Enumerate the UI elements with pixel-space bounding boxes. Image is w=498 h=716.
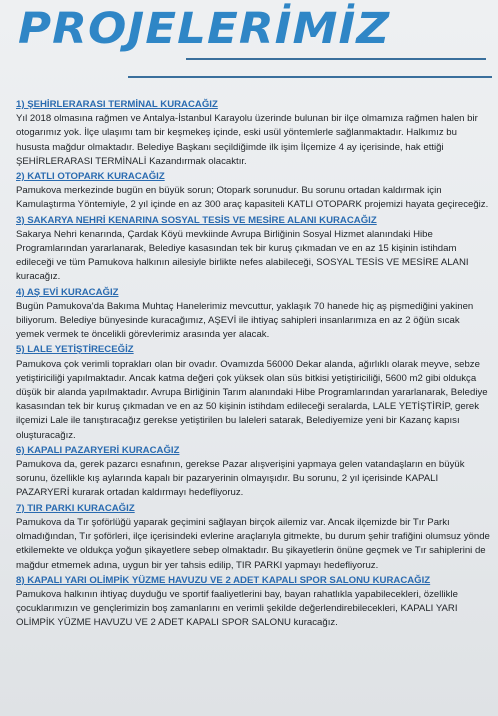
project-heading: 5) LALE YETİŞTİRECEĞİZ (16, 344, 134, 356)
project-section (16, 214, 490, 285)
project-description: Sakarya Nehri kenarında, Çardak Köyü mevkiinde Avrupa Birliğinin Sosyal Hizmet alanındaki Hibe Programlarından yararlanarak, Belediye kasasından tek bir kuruş çıkmadan ve en az 15 kişinin istihdam edileceği ve tüm Pamukova halkının ailesiyle birlikte nefes alabileceği, SOSYAL TESİS VE MESİRE ALANI kuracağız. (16, 228, 469, 283)
project-list (16, 98, 490, 632)
project-section (16, 286, 490, 343)
project-heading: 6) KAPALI PAZARYERİ KURACAĞIZ (16, 444, 180, 456)
project-heading: 4) AŞ EVİ KURACAĞIZ (16, 286, 119, 298)
project-heading: 1) ŞEHİRLERARASI TERMİNAL KURACAĞIZ (16, 99, 218, 110)
divider-line (186, 58, 486, 60)
project-section (16, 574, 490, 631)
project-description: Pamukova merkezinde bugün en büyük sorun; Otopark sorunudur. Bu sorunu ortadan kaldırmak için Kamulaştırma Yöntemiyle, 2 yıl içinde en az 300 araç kapasiteli KATLI OTOPARK projemizi hayata geçireceğiz. (16, 185, 489, 211)
project-description: Yıl 2018 olmasına rağmen ve Antalya-İstanbul Karayolu üzerinde bulunan bir ilçe olmamıza rağmen halen bir otogarımız yok. İlçe ulaşımı tam bir keşmekeş içinde, eski usül yöntemlerle sağlanmaktadır. Halkımız bu hususta mağdur olmaktadır. Belediye Başkanı seçildiğimde ilk işim İlçemize 4 ay içerisinde, hak ettiği ŞEHİRLERARASI TERMİNALİ Kazandırmak olacaktır. (16, 113, 478, 167)
page-title: PROJELERİMİZ (18, 4, 391, 54)
project-section (16, 170, 490, 213)
project-heading: 3) SAKARYA NEHRİ KENARINA SOSYAL TESİS VE MESİRE ALANI KURACAĞIZ (16, 214, 377, 226)
project-description: Pamukova halkının ihtiyaç duyduğu ve sportif faaliyetlerini bay, bayan rahatlıkla yapabilecekleri, özellikle çocuklarımızın ve gençlerimizin boş zamanlarını en verimli şekilde değerlendirebilecekleri, KAPALI YARI OLİMPİK YÜZME HAVUZU VE 2 ADET KAPALI SPOR SALONU kuracağız. (16, 588, 458, 629)
project-section (16, 502, 490, 573)
divider-line (128, 76, 492, 78)
project-heading: 2) KATLI OTOPARK KURACAĞIZ (16, 171, 165, 183)
project-description: Pamukova da, gerek pazarcı esnafının, gerekse Pazar alışverişini yapmaya gelen vatandaşların en büyük sorunu, özellikle kış aylarında kapalı bir pazaryerinin olmayışıdır. Bu sorunu, 2 yıl içerisinde KAPALI PAZARYERİ kurarak ortadan kaldırmayı hedefliyoruz. (16, 459, 465, 499)
project-description: Pamukova da Tır şoförlüğü yaparak geçimini sağlayan birçok ailemiz var. Ancak ilçemizde bir Tır Parkı olmadığından, Tır şoförleri, ilçe içerisindeki evlerine araçlarıyla gitmekte, bu durum şehir trafiğini olumsuz yönde etkilemekte ve oldukça yoğun şikayetlere sebep olmaktadır. Bu şikayetlerin önüne geçmek ve Tır sahiplerini de mağdur etmemek adına, uygun bir yer tahsis edilip, TIR PARKI yapmayı hedefliyoruz. (16, 516, 490, 571)
project-section (16, 98, 490, 169)
project-heading: 7) TIR PARKI KURACAĞIZ (16, 502, 135, 514)
project-section (16, 444, 490, 501)
project-heading: 8) KAPALI YARI OLİMPİK YÜZME HAVUZU VE 2 ADET KAPALI SPOR SALONU KURACAĞIZ (16, 574, 431, 586)
project-description: Bugün Pamukova'da Bakıma Muhtaç Hanelerimiz mevcuttur, yaklaşık 70 hanede hiç aş pişmediğini yakinen biliyorum. Belediye bünyesinde kuracağımız, AŞEVİ ile ihtiyaç sahipleri insanlarımıza en az 2 öğün sıcak yemek vermek te öncelikli görevlerimiz arasında yer alacak. (16, 300, 474, 341)
project-description: Pamukova çok verimli toprakları olan bir ovadır. Ovamızda 56000 Dekar alanda, ağırlıklı olarak meyve, sebze yetiştiriciliği yapılmaktadır. Ancak katma değeri çok yüksek olan süs bitkisi yetiştiriciliği, 5600 m2 gibi oldukça düşük bir alanda yapılmaktadır. Avrupa Birliğinin Tarım alanındaki Hibe Programlarından yararlanarak, Belediye kasasından tek bir kuruş çıkmadan ve en az 50 kişinin istihdam edileceği seralarda, LALE YETİŞTİRİP, gerek ilçemizi Lale ile tanıştıracağız gerekse yetiştirilen bu laleleri satarak, Belediyemize yeni bir Kazanç kapısı oluşturacağız. (16, 358, 488, 441)
project-section (16, 343, 490, 442)
